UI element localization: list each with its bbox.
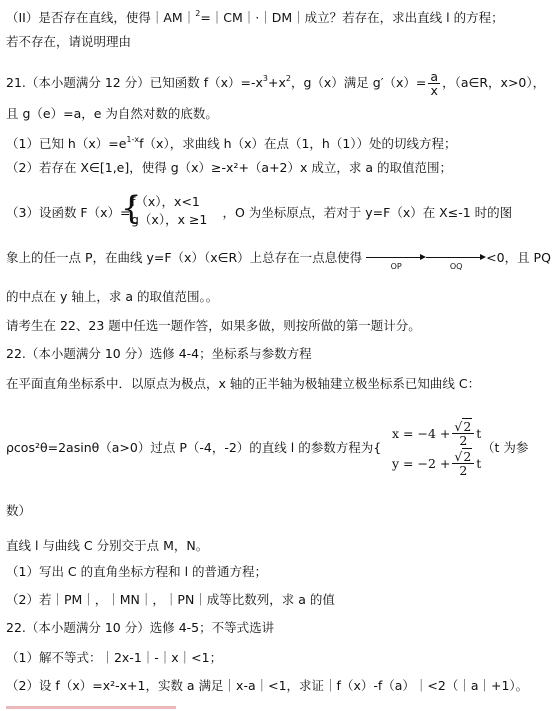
- problem-23-question-1: [6, 650, 222, 666]
- text: 数）: [6, 503, 32, 518]
- problem-22-question-1: [6, 564, 267, 580]
- cropped-red-text: [6, 702, 176, 711]
- fraction-a-over-x: $\frac{a}{x}$: [430, 69, 439, 98]
- problem-22-title: [6, 346, 312, 362]
- text: ，g（x）满足 g′（x）=: [290, 75, 427, 90]
- question-21-3-line-2: [6, 250, 551, 271]
- text: ，（a∈R，x>0），: [442, 75, 546, 90]
- text: （1）解不等式：｜2x-1｜-｜x｜<1；: [6, 650, 223, 665]
- piecewise-brace: {: [121, 189, 142, 227]
- superscript: 2: [285, 74, 291, 83]
- text: （2）设 f（x）=x²-x+1，实数 a 满足｜x-a｜<1，求证｜f（x）-f（a）｜<2（｜a｜+1）。: [6, 678, 529, 693]
- text: 若不存在，请说明理由: [6, 34, 132, 49]
- text: （2）若｜PM｜，｜MN｜，｜PN｜成等比数列，求 a 的值: [6, 592, 335, 607]
- problem-22-line-4: [6, 538, 208, 554]
- parametric-equation: [392, 418, 481, 478]
- superscript: 1-x: [126, 135, 140, 144]
- problem-23-question-2: [6, 678, 528, 694]
- problem-22-line-3: [6, 503, 31, 519]
- text: ，O 为坐标原点，若对于 y=F（x）在 X≤-1 时的图: [222, 205, 513, 220]
- text: （t 为参: [482, 440, 529, 455]
- problem-22-line-2b: [482, 440, 528, 456]
- text: ρcos²θ=2asinθ（a>0）过点 P（-4，-2）的直线 l 的参数方程为{: [6, 440, 382, 455]
- problem-22-question-2: [6, 592, 335, 608]
- text: （II）是否存在直线，使得｜AM｜: [6, 10, 196, 25]
- problem-23-title: [6, 620, 274, 636]
- problem-22-line-2: [6, 440, 381, 456]
- superscript: 3: [262, 74, 268, 83]
- line-2: [6, 34, 131, 50]
- problem-21-header: [6, 70, 545, 97]
- piecewise-cases: f（x），x<1 g（x），x ≥1: [131, 194, 208, 227]
- vector-oq: OQ: [426, 251, 486, 267]
- text: =｜CM｜·｜DM｜成立？若存在，求出直线 l 的方程；: [200, 10, 504, 25]
- text: <0，且 PQ: [486, 250, 551, 265]
- text: （3）设函数 F（x）=: [6, 205, 131, 220]
- choice-notice: [6, 318, 421, 334]
- text: （1）写出 C 的直角坐标方程和 l 的普通方程；: [6, 564, 268, 579]
- problem-22-line-1: [6, 376, 480, 392]
- param-x-row: x = −4 + $\frac{√2}{2}$ t: [392, 418, 482, 448]
- line-1: [6, 6, 504, 26]
- text: 直线 l 与曲线 C 分别交于点 M，N。: [6, 538, 209, 553]
- param-y-row: y = −2 + $\frac{√2}{2}$ t: [392, 448, 482, 478]
- question-21-3-line-3: [6, 289, 218, 305]
- superscript: 2: [195, 9, 201, 18]
- text: 的中点在 y 轴上，求 a 的取值范围。。: [6, 289, 219, 304]
- text: +x: [267, 75, 286, 90]
- text: 21.（本小题满分 12 分）已知函数 f（x）=-x: [6, 75, 263, 90]
- question-21-2: [6, 160, 452, 176]
- vector-op: OP: [366, 251, 426, 267]
- problem-21-line-2: [6, 106, 218, 122]
- question-21-1: [6, 132, 457, 152]
- text: 请考生在 22、23 题中任选一题作答，如果多做，则按所做的第一题计分。: [6, 318, 421, 333]
- text: 象上的任一点 P，在曲线 y=F（x）（x∈R）上总存在一点息使得: [6, 250, 363, 265]
- text: 在平面直角坐标系中．以原点为极点，x 轴的正半轴为极轴建立极坐标系已知曲线 C：: [6, 376, 481, 391]
- text: （2）若存在 X∈[1,e]，使得 g（x）≥-x²+（a+2）x 成立，求 a 的取值范围；: [6, 160, 452, 175]
- text: f（x），求曲线 h（x）在点（1，h（1））处的切线方程；: [139, 136, 457, 151]
- text: 22.（本小题满分 10 分）选修 4-4；坐标系与参数方程: [6, 346, 312, 361]
- text: 且 g（e）=a，e 为自然对数的底数。: [6, 106, 218, 121]
- question-21-3: [6, 205, 512, 221]
- text: （1）已知 h（x）=e: [6, 136, 127, 151]
- text: 22.（本小题满分 10 分）选修 4-5；不等式选讲: [6, 620, 275, 635]
